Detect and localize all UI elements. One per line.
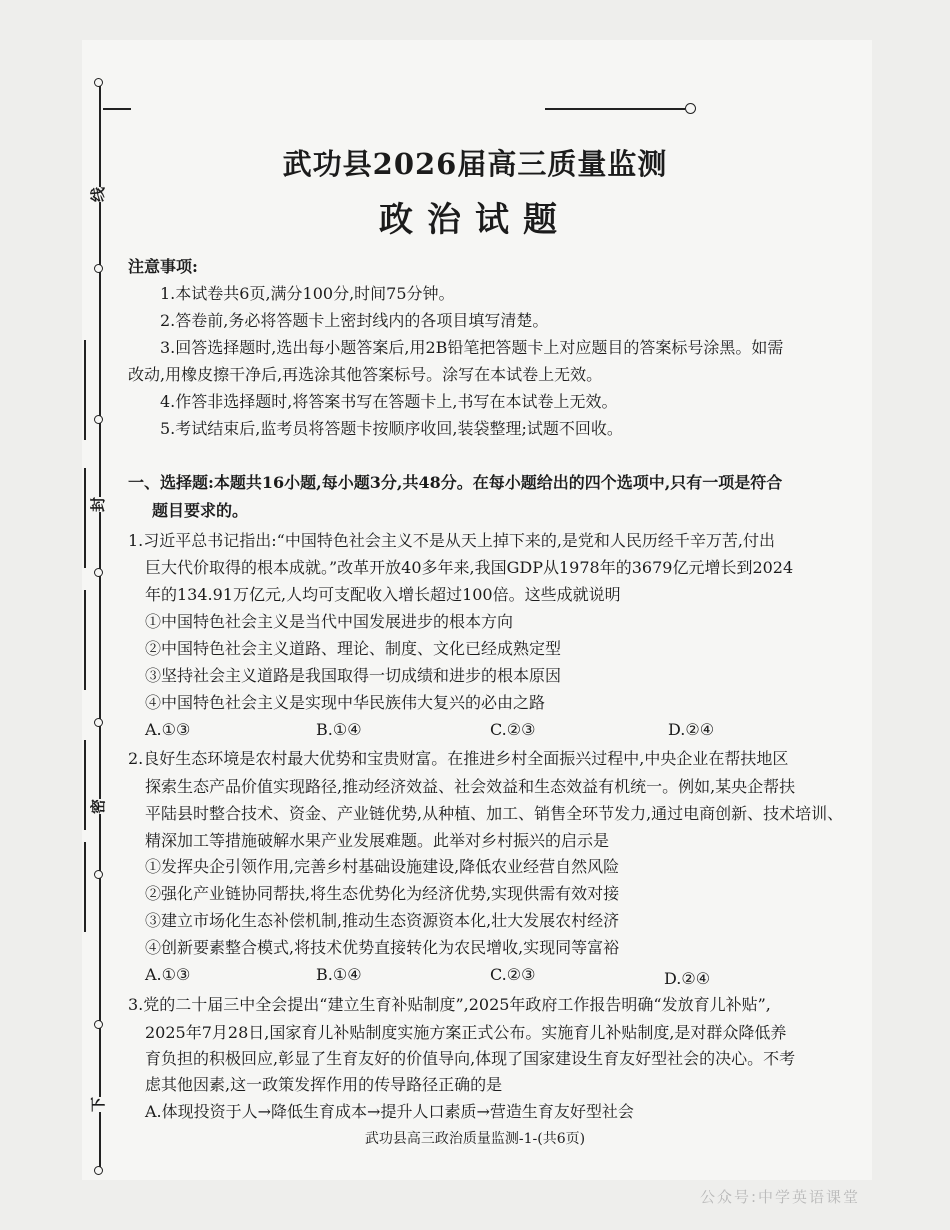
- binding-bar: [84, 468, 86, 568]
- question-stem: 探索生态产品价值实现路径,推动经济效益、社会效益和生态效益有机统一。例如,某央企帮扶: [145, 777, 796, 796]
- question-item: ③坚持社会主义道路是我国取得一切成绩和进步的根本原因: [145, 666, 562, 685]
- binding-line: [99, 82, 101, 1172]
- page-footer: 武功县高三政治质量监测-1-(共6页): [364, 1131, 586, 1147]
- answer-option-a: A.①③: [145, 720, 191, 739]
- answer-option-b: B.①④: [316, 720, 362, 739]
- question-stem: 1.习近平总书记指出:“中国特色社会主义不是从天上掉下来的,是党和人民历经千辛万苦,付出: [128, 531, 776, 550]
- answer-option-c: C.②③: [490, 720, 536, 739]
- note-line: 1.本试卷共6页,满分100分,时间75分钟。: [160, 284, 455, 303]
- note-line: 2.答卷前,务必将答题卡上密封线内的各项目填写清楚。: [160, 311, 549, 330]
- answer-option-a: A.①③: [145, 965, 191, 984]
- note-line: 5.考试结束后,监考员将答题卡按顺序收回,装袋整理;试题不回收。: [160, 419, 623, 438]
- answer-option-d: D.②④: [664, 969, 711, 988]
- binding-circle: [94, 415, 103, 424]
- question-item: ①中国特色社会主义是当代中国发展进步的根本方向: [145, 612, 514, 631]
- question-stem: 精深加工等措施破解水果产业发展难题。此举对乡村振兴的启示是: [145, 831, 610, 850]
- binding-circle: [94, 264, 103, 273]
- question-stem: 年的134.91万亿元,人均可支配收入增长超过100倍。这些成就说明: [145, 585, 621, 604]
- binding-bar: [84, 842, 86, 932]
- answer-option-b: B.①④: [316, 965, 362, 984]
- binding-top-line: [103, 108, 131, 110]
- binding-char-feng: 封: [89, 496, 108, 513]
- binding-bar: [84, 590, 86, 690]
- question-item: ④创新要素整合模式,将技术优势直接转化为农民增收,实现同等富裕: [145, 938, 620, 957]
- question-stem: 2025年7月28日,国家育儿补贴制度实施方案正式公布。实施育儿补贴制度,是对群众降低养: [145, 1023, 787, 1042]
- question-item: ②强化产业链协同帮扶,将生态优势化为经济优势,实现供需有效对接: [145, 884, 620, 903]
- question-stem: 虑其他因素,这一政策发挥作用的传导路径正确的是: [145, 1075, 503, 1094]
- question-stem: 育负担的积极回应,彰显了生育友好的价值导向,体现了国家建设生育友好型社会的决心。不考: [145, 1049, 796, 1068]
- note-line: 3.回答选择题时,选出每小题答案后,用2B铅笔把答题卡上对应题目的答案标号涂黑。如需: [160, 338, 784, 357]
- question-stem: 平陆县时整合技术、资金、产业链优势,从种植、加工、销售全环节发力,通过电商创新、技术培训、: [145, 804, 844, 823]
- section-heading: 一、选择题:本题共16小题,每小题3分,共48分。在每小题给出的四个选项中,只有一项是符合: [128, 473, 783, 492]
- header-rule: [545, 108, 685, 110]
- binding-margin: [0, 0, 130, 1230]
- notes-heading: 注意事项:: [128, 257, 198, 276]
- note-line: 4.作答非选择题时,将答案书写在答题卡上,书写在本试卷上无效。: [160, 392, 618, 411]
- binding-char-xian: 线: [89, 186, 108, 203]
- binding-circle: [94, 78, 103, 87]
- section-heading: 题目要求的。: [152, 501, 249, 520]
- binding-bar: [84, 740, 86, 830]
- binding-bar: [84, 340, 86, 440]
- question-stem: 巨大代价取得的根本成就。”改革开放40多年来,我国GDP从1978年的3679亿元增长到2024: [145, 558, 794, 577]
- answer-option-d: D.②④: [668, 720, 715, 739]
- answer-option-c: C.②③: [490, 965, 536, 984]
- binding-circle: [94, 718, 103, 727]
- question-item: ①发挥央企引领作用,完善乡村基础设施建设,降低农业经营自然风险: [145, 857, 620, 876]
- header-circle: [685, 103, 696, 114]
- watermark: 公众号:中学英语课堂: [700, 1188, 861, 1206]
- binding-char-mi: 密: [89, 798, 108, 815]
- binding-char-xia: 下: [89, 1096, 108, 1113]
- question-item: ④中国特色社会主义是实现中华民族伟大复兴的必由之路: [145, 693, 546, 712]
- binding-circle: [94, 568, 103, 577]
- binding-circle: [94, 870, 103, 879]
- exam-subject-title: 政治试题: [379, 200, 571, 240]
- question-stem: 2.良好生态环境是农村最大优势和宝贵财富。在推进乡村全面振兴过程中,中央企业在帮扶地区: [128, 749, 789, 768]
- question-stem: 3.党的二十届三中全会提出“建立生育补贴制度”,2025年政府工作报告明确“发放育儿补贴”,: [128, 995, 771, 1014]
- exam-title: 武功县2026届高三质量监测: [282, 147, 668, 181]
- question-item: ③建立市场化生态补偿机制,推动生态资源资本化,壮大发展农村经济: [145, 911, 620, 930]
- answer-option-a: A.体现投资于人→降低生育成本→提升人口素质→营造生育友好型社会: [145, 1102, 634, 1121]
- binding-circle: [94, 1166, 103, 1175]
- question-item: ②中国特色社会主义道路、理论、制度、文化已经成熟定型: [145, 639, 562, 658]
- note-line: 改动,用橡皮擦干净后,再选涂其他答案标号。涂写在本试卷上无效。: [128, 365, 603, 384]
- binding-circle: [94, 1020, 103, 1029]
